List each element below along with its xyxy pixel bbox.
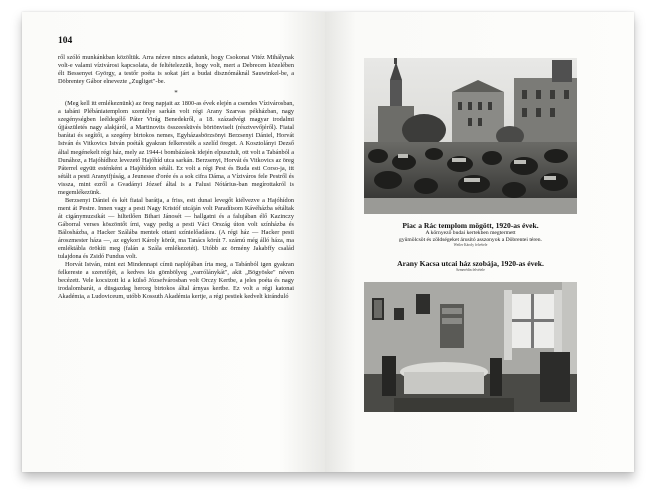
market-photo	[364, 58, 577, 214]
market-photo-image	[364, 58, 577, 214]
photo1-caption	[364, 221, 577, 247]
photo1-subtitle-line: A környező budai kertekben megtermett	[425, 230, 516, 236]
paragraph: Berzsenyi Dániel és két fiatal barátja, a friss, esti dunai levegőt kiélvezve a Hajóhídon ment át Pestre. Innen vagy a pesti Nagy Kristóf utcáján volt Paradítsom Kávéházba sétáltak át cigánymuzsikát — hiltetlően Bihari Jánosét — hallgatni és a falujában élő Kazinczy Gáborral verses köszöntőt írni, vagy pedig a pesti Váci Ország úton volt színházba és Bálosházba, a Hacker Szálába mentek ottani színielőadásra. (A régi ház — Hacker pesti ároszmester háza —, az egykori Károly körút, ma Tanács körút 7. számú még álló háza, ma emléktábla örökíti meg (falán a Szála emlékezetét). Utóbb az örmény Jakabffy család tulajdona és Zsidó Fundus volt.	[58, 196, 294, 261]
book-spread	[22, 12, 634, 472]
room-photo	[364, 282, 577, 412]
photo2-caption	[364, 259, 577, 272]
left-page	[22, 12, 325, 472]
photo2-title: Arany Kacsa utcai ház szobája, 1920-as évek.	[397, 259, 544, 268]
paragraph: (Meg kell itt emlékeznünk) az öreg napjait az 1800-as évek elején a csendes Vízivárosban, a tabáni Plébániatemplom szentélye sarkán volt régi Arany Szarvas pékházban, nagy szegénységben leéldegélő Páter Virág Benedekről, a 18. századvégi magyar irodalmi újjászületés nagy alakjáról, a Martinovits összeesküvés börtönviselt (résztvevőjéről). Fiatal barátai és segítői, a szegény birtokos nemes, Egyházasbörzsönyi Berzsenyi Dániel, Horvát István és Vitkovics István poéták gyakran felkeresték a szelíd öreget. A Kosztolányi Dezső által megénekelt régi ház, mely az 1944-i bombázások idején elpusztult, ott volt a Tabánból a Dunához, a Hajóhídhoz levezető Hajóhíd utca sarkán. Berzsenyi, Horvát és Vitkovics az öreg Páterrel együtt esténként a Hajóhídon sétált. Ez volt a régi Pest és Buda esti Corso-ja, itt sétált a pesti Aranyifjúság, a Jeunesse d'orée és a sok cifra Dáma, a Víziváros fele Pestről és vissza, mint ezről a Gvadányi József által is a Falusi Nótárius-ban megírottakról is megemlékezünk.	[58, 100, 294, 196]
paragraph: Horvát István, mint ezt Mindennapi címü naplójában írta meg, a Tabánból igen gyakran felkereste a szeretőjét, a kedves kis gömbölyeg „varrólánykát", akit „Bögyöske" néven becézett. Vele kocsizott ki a külső Józsefvárosban volt Orczy Kertbe, a jeles poéta és nagy irodalombarát, a düsgazdag herceg birtokos által árnyas kertbe. Ez volt a régi katonai Akadémia, a Ludoviceum, utóbb Kossuth Akadémia kertje, a régi pestiek kedvelt kiránduló	[58, 261, 294, 301]
page-number: 104	[58, 36, 73, 46]
right-page	[325, 12, 634, 472]
photo2-credit: Szmerédin felvétele	[456, 268, 485, 272]
room-photo-image	[364, 282, 577, 412]
photo1-title: Piac a Rác templom mögött, 1920-as évek.	[402, 221, 539, 230]
photo1-subtitle-line: gyümölcsöt és zöldségeket árusító asszonyok a Döbrentei téren.	[399, 236, 542, 243]
paragraph: ről szóló munkánkban közöltük. Arra nézve nincs adatunk, hogy Csokonai Vitéz Mihálynak volt-e valami vízivárosi kapcsolata, de feltételezzük, hogy volt, mert a Debrecen közelében élt Bessenyei György, a testőr poéta is sokat járt a budai disznómáknál Sauwinkel-be, a Döbrentey Gábor elnevezte „Zugliget"-be.	[58, 54, 294, 86]
section-separator: *	[174, 89, 178, 98]
photo1-credit: Weiler Károly felvétele	[453, 243, 488, 248]
body-text	[58, 54, 294, 301]
